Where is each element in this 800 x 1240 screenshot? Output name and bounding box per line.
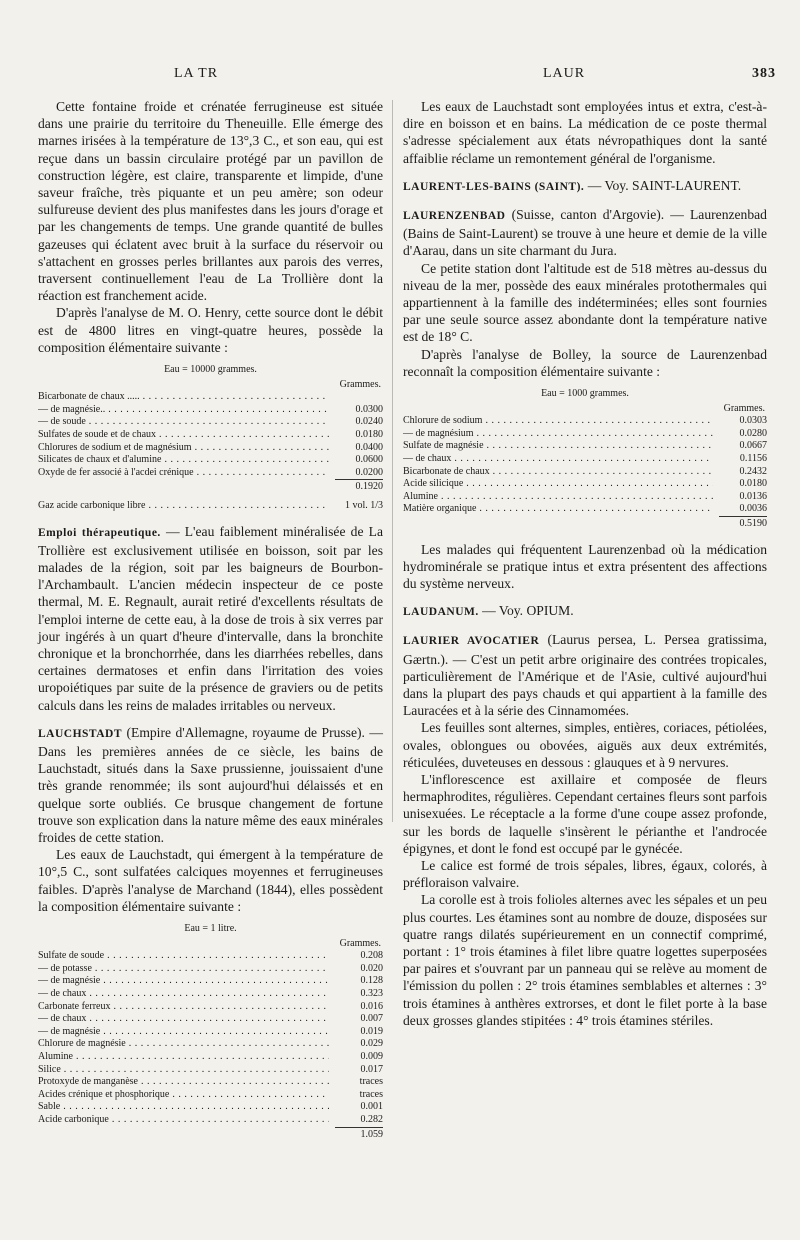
- table-cell-value: 0.0300: [355, 403, 383, 415]
- table-cell-value: 0.019: [360, 1025, 383, 1037]
- paragraph: D'après l'analyse de Bolley, la source de Laurenzenbad reconnaît la composition élémentaire suivante :: [403, 346, 767, 379]
- headword: LAURENT-LES-BAINS (SAINT).: [403, 180, 585, 193]
- table-cell-value: 0.0400: [355, 441, 383, 453]
- table-cell-value: 0.2432: [739, 465, 767, 477]
- composition-table-lauchstadt: [38, 923, 383, 1141]
- table-total: [38, 479, 383, 494]
- table-cell-value: 0.282: [360, 1113, 383, 1125]
- table-cell-name: Sulfate de magnésie . . .: [403, 440, 713, 453]
- entry-text: — Voy. OPIUM.: [482, 603, 574, 619]
- table-row: [38, 442, 383, 455]
- table-title: Eau = 1 litre.: [184, 923, 237, 935]
- table-total-value: 1.059: [335, 1127, 383, 1142]
- table-cell-value: 0.017: [360, 1063, 383, 1075]
- table-cell-value: 0.128: [360, 975, 383, 987]
- entry-laurier-avocatier: [403, 631, 767, 719]
- table-row: [38, 1038, 383, 1051]
- entry-lauchstadt: [38, 724, 383, 846]
- table-cell-name: — de magnésie . . .: [38, 1026, 329, 1039]
- table-cell-name: Chlorure de magnésie . . .: [38, 1038, 329, 1051]
- paragraph: La corolle est à trois folioles alternes avec les sépales et un peu plus courtes. Les étamines sont au nombre de douze, disposées sur quatre rangs dilatés supérieurement en un connectif comprimé, portant : 1° trois étamines à filet libre quatre logettes superposées par paires et s'ouvrant par un panneau qui se relève au moment de l'émission du pollen : 2° trois étamines semblables et alternes : 3° trois étamines à anthères extrorses, et dont le filet porte à la base deux grosses glandes stipitées : 4° trois étamines stériles.: [403, 892, 767, 1028]
- paragraph: Le calice est formé de trois sépales, libres, égaux, colorés, à préfloraison valvaire.: [403, 858, 767, 891]
- table-row: [38, 975, 383, 988]
- table-row: [38, 1101, 383, 1114]
- table-row: [38, 467, 383, 480]
- table-cell-name: — de magnésie.. . . .: [38, 404, 329, 417]
- composition-table-laurenzenbad: [403, 388, 767, 531]
- table-cell-value: 0.0303: [739, 415, 767, 427]
- right-column: [403, 98, 767, 1029]
- table-cell-name: Sulfate de soude . . .: [38, 950, 329, 963]
- table-row: [38, 416, 383, 429]
- table-cell-name: Silice . . .: [38, 1064, 329, 1077]
- table-row: [403, 415, 767, 428]
- table-cell-value: 0.0136: [739, 490, 767, 502]
- paragraph: Cette fontaine froide et crénatée ferrugineuse est située dans une prairie du territoire du Theneuille. Elle émerge des marnes irisées à la température de 13°,3 C., et son eau, qui est reçue dans un bassin circulaire protégé par un pavillon de construction légère, est claire, transparente et limpide, d'une saveur fraîche, très piquante et un peu amère; son odeur sulfureuse devient des plus manifestes dans les jours d'orage et par les changements de temps. Une grande quantité de bulles gazeuses qui éclatent avec bruit à la surface du réservoir ou s'attachent en grosses perles brillantes aux parois des verres, traversent continuellement l'eau de La Trollière dont la réaction est franchement acide.: [38, 99, 383, 304]
- paragraph: D'après l'analyse de M. O. Henry, cette source dont le débit est de 4800 litres en vingt-quatre heures, possède la composition élémentaire suivante :: [38, 305, 383, 355]
- entry-laudanum: [403, 602, 767, 621]
- table-title: Eau = 1000 grammes.: [541, 388, 629, 400]
- left-column: [38, 98, 383, 1151]
- table-cell-name: Sable . . .: [38, 1101, 329, 1114]
- entry-emploi: [38, 523, 383, 714]
- table-cell-value: 0.323: [360, 988, 383, 1000]
- table-row: [403, 453, 767, 466]
- table-title: Eau = 10000 grammes.: [164, 364, 257, 376]
- table-cell-value: traces: [359, 1088, 383, 1100]
- entry-laurenzenbad: [403, 206, 767, 260]
- table-row: [38, 988, 383, 1001]
- table-cell-name: Alumine . . .: [38, 1051, 329, 1064]
- table-cell-value: traces: [359, 1076, 383, 1088]
- table-row: [38, 391, 383, 404]
- table-cell-value: 0.0280: [739, 427, 767, 439]
- table-total-value: 0.5190: [719, 516, 767, 531]
- column-divider: [392, 100, 393, 822]
- table-cell-name: — de magnésium . . .: [403, 428, 713, 441]
- entry-laurent-les-bains: [403, 177, 767, 196]
- table-cell-name: — de chaux . . .: [403, 453, 713, 466]
- table-cell-value: 0.0600: [355, 454, 383, 466]
- table-cell-name: Alumine . . .: [403, 491, 713, 504]
- table-row: [38, 1089, 383, 1102]
- paragraph: Les eaux de Lauchstadt, qui émergent à la température de 10°,5 C., sont sulfatées calciques moyennes et ferrugineuses faibles. D'après l'analyse de Marchand (1844), elles possèdent la composition élémentaire suivante :: [38, 847, 383, 914]
- table-cell-value: 0.0667: [739, 440, 767, 452]
- table-total: [38, 1127, 383, 1142]
- table-row: [38, 404, 383, 417]
- table-cell-value: 0.029: [360, 1038, 383, 1050]
- table-cell-name: Carbonate ferreux . . .: [38, 1001, 329, 1014]
- table-cell-value: 0.0180: [355, 429, 383, 441]
- table-cell-name: Protoxyde de manganèse . . .: [38, 1076, 329, 1089]
- table-total-value: 0.1920: [335, 479, 383, 494]
- headword: LAURENZENBAD: [403, 210, 506, 223]
- table-cell-value: 1 vol. 1/3: [344, 499, 383, 511]
- table-cell-name: Sulfates de soude et de chaux . . .: [38, 429, 329, 442]
- table-cell-value: 0.016: [360, 1000, 383, 1012]
- table-cell-value: 0.0180: [739, 478, 767, 490]
- table-cell-value: 0.020: [360, 962, 383, 974]
- table-cell-value: 0.0036: [739, 503, 767, 515]
- table-cell-value: 0.007: [360, 1013, 383, 1025]
- table-row: [38, 1051, 383, 1064]
- entry-text: (Suisse, canton d'Argovie). — Laurenzenbad (Bains de Saint-Laurent) se trouve à une heure et demie de la ville d'Aarau, dans un site charmant du Jura.: [403, 207, 767, 259]
- table-row: [38, 454, 383, 467]
- table-cell-value: 0.208: [360, 950, 383, 962]
- table-cell-value: 0.0240: [355, 416, 383, 428]
- paragraph: Les eaux de Lauchstadt sont employées intus et extra, c'est-à-dire en boisson et en bains. La médication de ce poste thermal s'adresse spécialement aux états névropathiques dont la santé affaiblie réclame un remontement général de l'organisme.: [403, 99, 767, 166]
- paragraph: Les feuilles sont alternes, simples, entières, coriaces, pétiolées, ovales, oblongues ou obovées, aiguës aux deux extrémités, réticulées, duveteuses en dessous : glauques et à 9 nervures.: [403, 720, 767, 770]
- table-cell-name: — de chaux . . .: [38, 1013, 329, 1026]
- table-row: [38, 1064, 383, 1077]
- table-row: [403, 491, 767, 504]
- table-cell-name: Chlorures de sodium et de magnésium . . .: [38, 442, 329, 455]
- table-unit: Grammes.: [723, 402, 765, 414]
- table-cell-name: Oxyde de fer associé à l'acdei crénique . . .: [38, 467, 329, 480]
- table-cell-name: Bicarbonate de chaux ..... . . .: [38, 391, 329, 404]
- table-cell-name: Silicates de chaux et d'alumine . . .: [38, 454, 329, 467]
- headword: LAUCHSTADT: [38, 727, 123, 740]
- table-row: [38, 950, 383, 963]
- table-row: [403, 503, 767, 516]
- table-row: [38, 500, 383, 513]
- running-head: [0, 66, 800, 88]
- table-row: [38, 963, 383, 976]
- table-total: [403, 516, 767, 531]
- table-cell-value: [329, 391, 383, 404]
- table-row: [403, 478, 767, 491]
- table-row: [38, 1114, 383, 1127]
- table-cell-name: Gaz acide carbonique libre . . .: [38, 500, 329, 513]
- table-row: [38, 1013, 383, 1026]
- table-row: [38, 429, 383, 442]
- table-row: [38, 1076, 383, 1089]
- table-row: [403, 440, 767, 453]
- table-unit: Grammes.: [339, 937, 381, 949]
- paragraph: Ce petite station dont l'altitude est de 518 mètres au-dessus du niveau de la mer, possède des eaux minérales protothermales qui appartiennent à la famille des indéterminées; elles sont fournies par une seule source assez abondante dont la température native est de 18° C.: [403, 260, 767, 345]
- composition-table-trolliere: [38, 364, 383, 513]
- table-cell-value: 0.001: [360, 1101, 383, 1113]
- table-cell-value: 0.1156: [739, 453, 767, 465]
- table-cell-name: Bicarbonate de chaux . . .: [403, 466, 713, 479]
- headword: LAUDANUM.: [403, 606, 479, 619]
- entry-text: — Voy. SAINT-LAURENT.: [587, 177, 742, 193]
- table-row: [403, 466, 767, 479]
- table-cell-name: — de soude . . .: [38, 416, 329, 429]
- section-heading: Emploi thérapeutique.: [38, 526, 161, 539]
- table-cell-name: Acide carbonique . . .: [38, 1114, 329, 1127]
- paragraph: L'inflorescence est axillaire et composée de fleurs hermaphrodites, régulières. Cependant certaines fleurs sont parfois unisexuées. Le réceptacle a la forme d'une coupe assez profonde, sur les bords de laquelle s'insèrent le périanthe et l'androcée épigynes, et dont le fond est occupé par le gynécée.: [403, 772, 767, 856]
- page-number: 383: [752, 66, 776, 81]
- table-unit: Grammes.: [339, 378, 381, 390]
- table-row: [38, 1001, 383, 1014]
- running-head-left: LA TR: [174, 66, 219, 81]
- entry-text: — L'eau faiblement minéralisée de La Trollière est exclusivement utilisée en boisson, soit par les malades de la région, soit par les baigneurs de Bourbon-l'Archambault. L'ancien médecin inspecteur de ce poste thermal, M. E. Regnault, aurait retiré d'excellents résultats de l'emploi interne de cette eau, à la dose de trois à six verres par jour ingérés à un quart d'heure d'intervalle, dans la bronchite chronique et la bronchorrhée, dans les diarrhées rebelles, dans certaines dermatoses et enfin dans l'irritation des voies uropoiétiques par suite de la présence de graviers ou de petits calculs dans les reins de malades irritables ou nerveux.: [38, 523, 383, 713]
- table-cell-name: Acides crénique et phosphorique . . .: [38, 1089, 329, 1102]
- entry-text: (Empire d'Allemagne, royaume de Prusse). — Dans les premières années de ce siècle, les bains de Lauchstadt, situés dans la Saxe prussienne, jouissaient d'une très grande renommée; ils sont aujourd'hui délaissés et en quelque sorte oubliés. Ce brusque changement de fortune trouve son explication dans la nature même des eaux minérales froides de cette station.: [38, 724, 383, 846]
- table-cell-value: 0.0200: [355, 466, 383, 478]
- table-row: [403, 428, 767, 441]
- paragraph: Les malades qui fréquentent Laurenzenbad où la médication hydrominérale se pratique intus et extra présentent des affections du système nerveux.: [403, 541, 767, 591]
- table-cell-name: Acide silicique . . .: [403, 478, 713, 491]
- entry-text: (Laurus persea, L. Persea gratissima, Gærtn.). — C'est un petit arbre originaire des contrées tropicales, particulièrement de l'Amérique et de l'Asie, cultivé aujourd'hui dans la plupart des pays chauds et qui appartient à la famille des Lauracées et à la série des Cinnamomées.: [403, 632, 768, 719]
- table-cell-name: Matière organique . . .: [403, 503, 713, 516]
- table-cell-name: — de potasse . . .: [38, 963, 329, 976]
- table-cell-name: — de chaux . . .: [38, 988, 329, 1001]
- table-cell-name: — de magnésie . . .: [38, 975, 329, 988]
- headword: LAURIER AVOCATIER: [403, 635, 540, 648]
- table-cell-value: 0.009: [360, 1050, 383, 1062]
- table-cell-name: Chlorure de sodium . . .: [403, 415, 713, 428]
- table-row: [38, 1026, 383, 1039]
- running-head-center: LAUR: [543, 66, 586, 81]
